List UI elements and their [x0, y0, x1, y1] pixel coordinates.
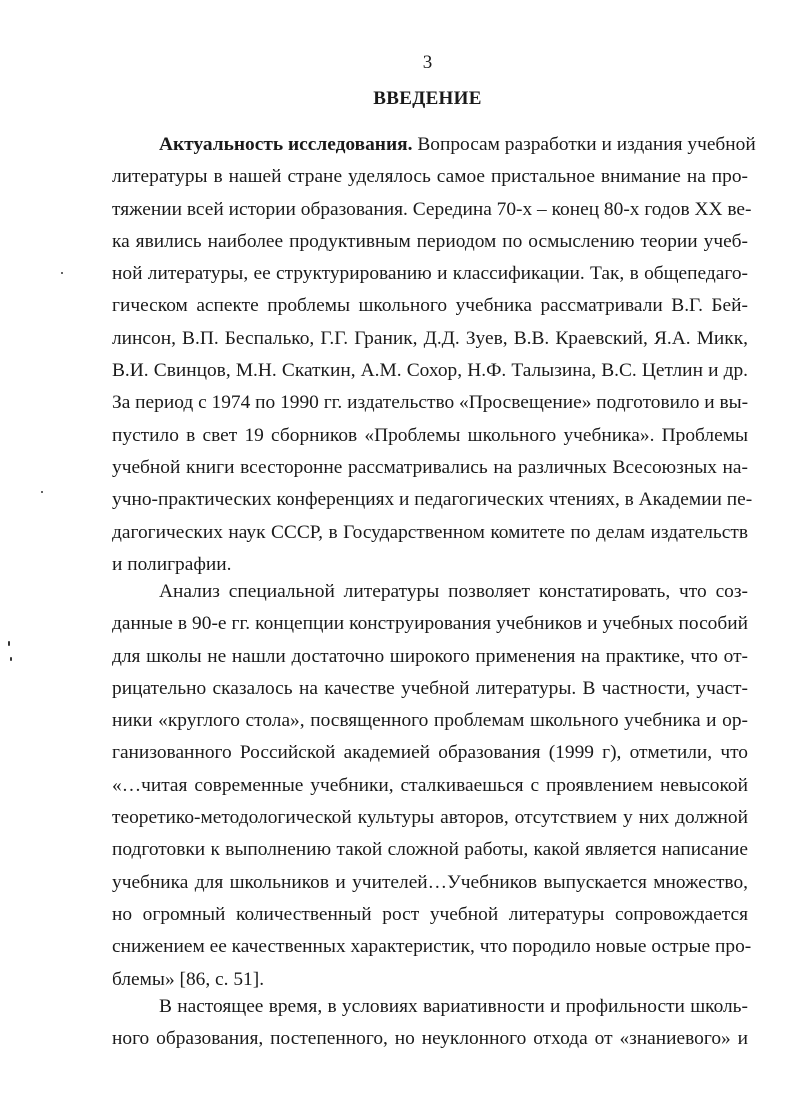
- paragraph-line: тяжении всей истории образования. Середина 70-х – конец 80-х годов XX ве-: [112, 198, 752, 220]
- paragraph-line: литературы в нашей стране уделялось самое пристальное внимание на про-: [112, 166, 748, 188]
- scan-speck: [41, 491, 43, 493]
- paragraph-line: и полиграфии.: [112, 553, 232, 575]
- page-number: 3: [422, 52, 433, 73]
- paragraph-line: но огромный количественный рост учебной литературы сопровождается: [112, 903, 748, 925]
- paragraph-line: ного образования, постепенного, но неуклонного отхода от «знаниевого» и: [112, 1028, 748, 1050]
- paragraph-line: снижением ее качественных характеристик, что породило новые острые про-: [112, 936, 752, 958]
- paragraph-line: подготовки к выполнению такой сложной работы, какой является написание: [112, 839, 748, 861]
- scan-speck: [61, 272, 63, 274]
- paragraph-line: учебной книги всесторонне рассматривались на различных Всесоюзных на-: [112, 456, 748, 478]
- paragraph-analysis: [112, 576, 752, 996]
- paragraph-line: ники «круглого стола», посвященного проблемам школьного учебника и ор-: [112, 710, 748, 732]
- paragraph-line: В.И. Свинцов, М.Н. Скаткин, А.М. Сохор, Н.Ф. Талызина, В.С. Цетлин и др.: [112, 360, 748, 382]
- scan-speck: [10, 657, 12, 661]
- paragraph-line: гическом аспекте проблемы школьного учебника рассматривали В.Г. Бей-: [112, 295, 748, 317]
- paragraph-line: В настоящее время, в условиях вариативности и профильности школь-: [159, 996, 748, 1017]
- paragraph-line: [112, 129, 756, 161]
- paragraph-line: линсон, В.П. Беспалько, Г.Г. Граник, Д.Д. Зуев, В.В. Краевский, Я.А. Микк,: [112, 327, 748, 349]
- lead-bold-phrase: Актуальность исследования.: [159, 134, 413, 155]
- line-text: Вопросам разработки и издания учебной: [412, 134, 756, 155]
- paragraph-line: учно-практических конференциях и педагогических чтениях, в Академии пе-: [112, 489, 753, 511]
- scan-speck: [8, 641, 10, 646]
- paragraph-line: блемы» [86, с. 51].: [112, 968, 265, 990]
- paragraph-current-time: [112, 991, 748, 1056]
- paragraph-line: Анализ специальной литературы позволяет констатировать, что соз-: [159, 581, 748, 602]
- paragraph-line: для школы не нашли достаточно широкого применения на практике, что от-: [112, 645, 748, 667]
- paragraph-line: ной литературы, ее структурированию и классификации. Так, в общепедаго-: [112, 263, 748, 285]
- paragraph-line: пустило в свет 19 сборников «Проблемы школьного учебника». Проблемы: [112, 424, 748, 446]
- paragraph-line: рицательно сказалось на качестве учебной литературы. В частности, участ-: [112, 677, 748, 699]
- section-heading: ВВЕДЕНИЕ: [373, 88, 482, 109]
- paragraph-line: учебника для школьников и учителей…Учебников выпускается множество,: [112, 871, 748, 893]
- paragraph-line: ганизованного Российской академией образования (1999 г), отметили, что: [112, 742, 748, 764]
- paragraph-line: дагогических наук СССР, в Государственном комитете по делам издательств: [112, 521, 748, 543]
- paragraph-line: теоретико-методологической культуры авторов, отсутствием у них должной: [112, 807, 748, 829]
- paragraph-relevance: [112, 129, 756, 581]
- paragraph-line: За период с 1974 по 1990 гг. издательство «Просвещение» подготовило и вы-: [112, 392, 749, 414]
- paragraph-line: «…читая современные учебники, сталкиваешься с проявлением невысокой: [112, 774, 748, 796]
- paragraph-line: данные в 90-е гг. концепции конструирования учебников и учебных пособий: [112, 613, 748, 635]
- paragraph-line: ка явились наиболее продуктивным периодом по осмыслению теории учеб-: [112, 230, 748, 252]
